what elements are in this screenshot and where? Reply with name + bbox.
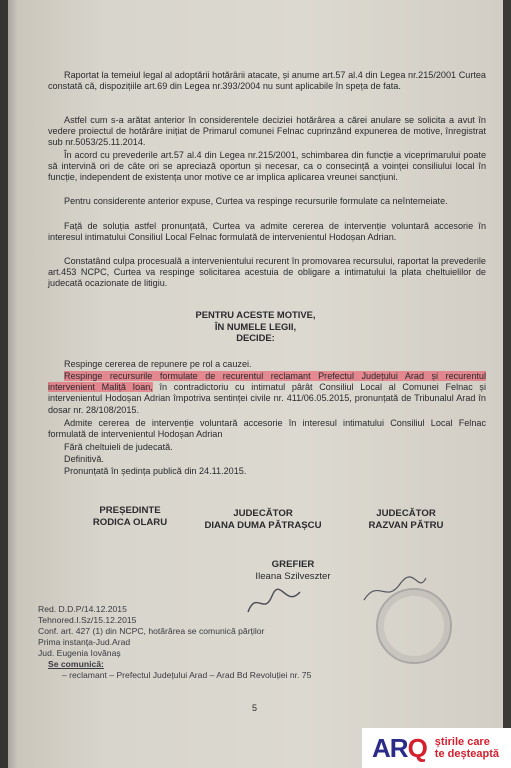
judge1-title: JUDECĂTOR: [233, 508, 293, 519]
judge2-title: JUDECĂTOR: [376, 508, 436, 519]
judge1-name: DIANA DUMA PĂTRAȘCU: [204, 519, 322, 531]
decision-final: Definitivă.: [64, 454, 104, 464]
page-edge-shadow: [0, 0, 18, 768]
heading-line-1: PENTRU ACESTE MOTIVE,: [195, 309, 316, 320]
heading-line-2: ÎN NUMELE LEGII,: [214, 320, 297, 332]
decision-pronounced: Pronunțată în ședința publică din 24.11.2015.: [64, 466, 247, 476]
clerk-title: GREFIER: [271, 559, 315, 570]
heading-line-3: DECIDE:: [236, 332, 275, 343]
president-signature-block: [70, 505, 190, 529]
logo-tagline: [435, 736, 499, 760]
ref-first-instance: Prima instanța-Jud.Arad: [38, 637, 131, 647]
paragraph-draft-decision: Astfel cum s-a arătat anterior în considerentele deciziei hotărârea a cărei anulare se solicita a avut în vedere proiectul de hotărâre inițiat de Primarul comunei Felnac cuprinzând expunerea de motive, înregistrat sub nr.5053/25.11.2014.: [48, 115, 486, 148]
clerk-name: Ileana Szilveszter: [255, 570, 331, 582]
decision-reopen: Respinge cererea de repunere pe rol a cauzei.: [64, 359, 252, 369]
judge1-signature-block: [188, 508, 338, 532]
highlighted-text: Respinge recursurile formulate de recurentul reclamant Prefectul Județului Arad și recurentul intervenient Maliță Ioan,: [48, 371, 486, 393]
decision-no-costs: Fără cheltuieli de judecată.: [64, 442, 173, 452]
ref-recipient: – reclamant – Prefectul Județului Arad – Arad Bd Revoluției nr. 75: [62, 670, 312, 680]
handwritten-signature-2: [360, 570, 430, 610]
paragraph-vice-mayor: În acord cu prevederile art.57 al.4 din Legea nr.215/2001, schimbarea din funcție a viceprimarului poate să intervină ori de câte ori se apreciază oportun și necesar, ca o consecință a voinței consiliului local în funcție, independent de existența unor motive ce ar implica aplicarea vreunei sancțiuni.: [48, 150, 486, 183]
page-number: 5: [252, 703, 258, 713]
ref-communicated: Se comunică:: [48, 659, 104, 669]
ref-typed: Tehnored.I.Sz/15.12.2015: [38, 615, 137, 625]
ref-communication: Conf. art. 427 (1) din NCPC, hotărârea se comunică părților: [38, 626, 265, 636]
decision-admit: Admite cererea de intervenție voluntară accesorie în interesul intimatului Consiliul Local Felnac formulată de intervenientul Hodoșan Adrian: [48, 418, 486, 440]
paragraph-admit-intervention: Față de soluția astfel pronunțată, Curtea va admite cererea de intervenție voluntară accesorie în interesul intimatului Consiliul Local Felnac formulată de intervenientul Hodoșan Adrian.: [48, 221, 486, 243]
ref-drafted: Red. D.D.P/14.12.2015: [38, 604, 127, 614]
paragraph-costs: Constatând culpa procesuală a intervenientului recurent în promovarea recursului, raportat la prevederile art.453 NCPC, Curtea va respinge solicitarea acestuia de obligare a intimatului la plata cheltuielilor de judecată ocazionate de litigiu.: [48, 256, 486, 289]
paragraph-reject-appeals: Pentru considerente anterior expuse, Curtea va respinge recursurile formulate ca neîntemeiate.: [64, 196, 448, 206]
logo-mark-q: Q: [407, 732, 427, 763]
clerk-signature-block: [228, 559, 358, 583]
logo-tagline-line2: te deșteaptă: [434, 748, 499, 760]
decision-heading: [8, 309, 503, 344]
judge2-name: RAZVAN PĂTRU: [368, 519, 444, 531]
ref-judge: Jud. Eugenia Iovănaș: [38, 648, 121, 658]
president-title: PREȘEDINTE: [99, 505, 161, 516]
arq-logo: [362, 728, 511, 768]
decision-reject-appeals: [48, 371, 486, 416]
handwritten-signature: [244, 586, 304, 620]
president-name: RODICA OLARU: [92, 516, 168, 528]
judge2-signature-block: [346, 508, 466, 532]
paragraph-legal-basis: Raportat la temeiul legal al adoptării hotărârii atacate, și anume art.57 al.4 din Legea nr.215/2001 Curtea constată că, dispozițiile art.69 din Legea nr.393/2004 nu sunt aplicabile în speța de fata.: [48, 70, 486, 92]
document-page: [8, 0, 503, 768]
arq-logo-mark: [372, 733, 427, 764]
logo-mark-letters: AR: [372, 732, 408, 763]
logo-tagline-line1: știrile care: [434, 736, 490, 748]
decision-reject-rest: în contradictoriu cu intimatul pârât Consiliul Local al Comunei Felnac și intervenientul Hodoșan Adrian împotriva sentinței civile nr. 411/06.05.2015, pronunțată de Tribunalul Arad în dosar nr. 28/108/2015.: [48, 382, 486, 415]
